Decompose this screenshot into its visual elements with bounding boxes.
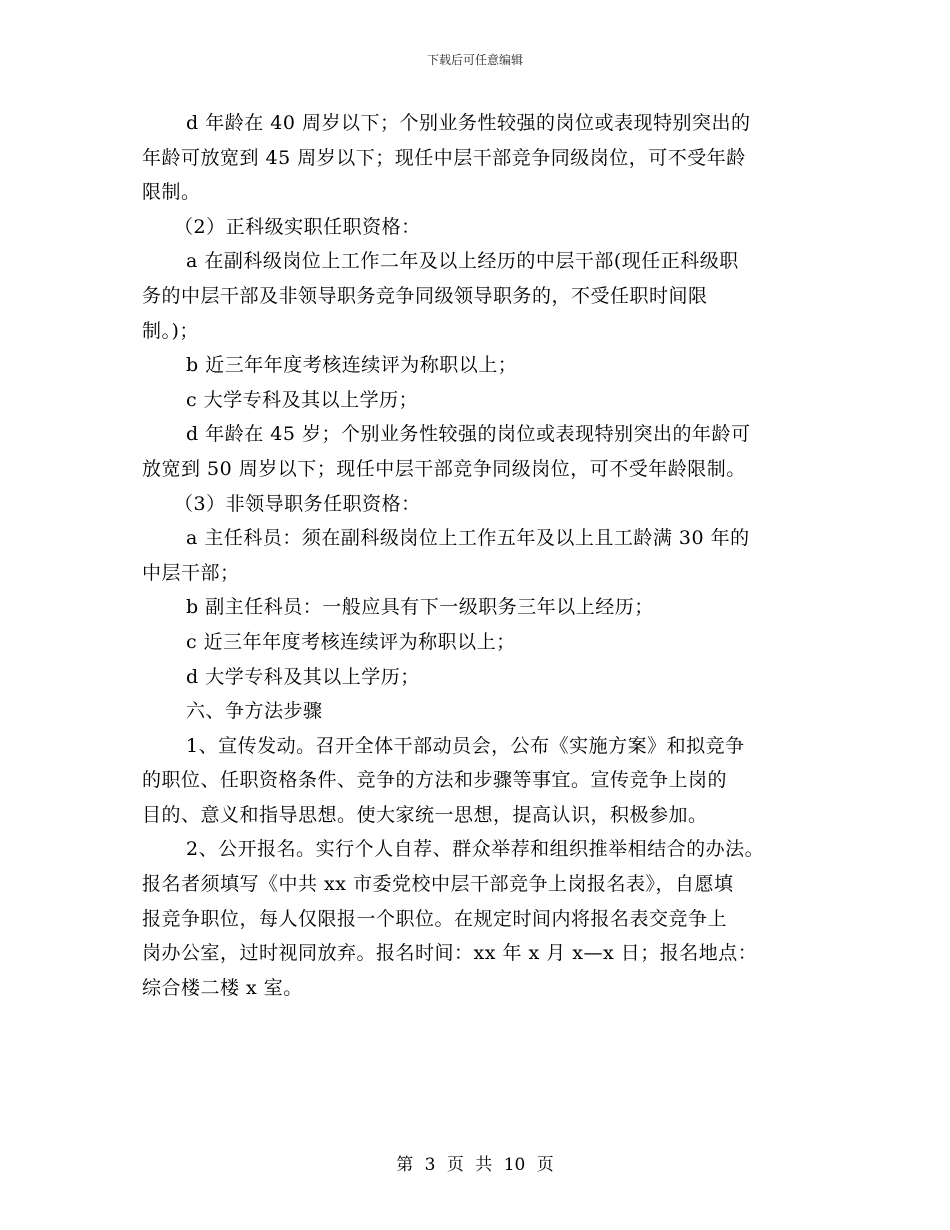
paragraph-line: 综合楼二楼 x 室。 — [142, 976, 303, 999]
paragraph-line: a 主任科员：须在副科级岗位上工作五年及以上且工龄满 30 年的 — [186, 527, 750, 550]
paragraph-line: b 近三年年度考核连续评为称职以上； — [186, 354, 518, 377]
paragraph-line: 限制。 — [142, 181, 201, 204]
paragraph-line: 制。)； — [142, 319, 199, 342]
paragraph-line: 岗办公室，过时视同放弃。报名时间：xx 年 x 月 x—x 日；报名地点： — [142, 942, 758, 965]
paragraph-line: 中层干部； — [142, 561, 240, 584]
page-number: 第 3 页 共 10 页 — [396, 1155, 554, 1175]
paragraph-line: 2、公开报名。实行个人自荐、群众举荐和组织推举相结合的办法。 — [186, 838, 765, 861]
paragraph-line: 的职位、任职资格条件、竞争的方法和步骤等事宜。宣传竞争上岗的 — [142, 769, 728, 792]
paragraph-line: c 大学专科及其以上学历； — [186, 388, 419, 411]
paragraph-line: d 大学专科及其以上学历； — [186, 665, 420, 688]
paragraph-line: d 年龄在 45 岁；个别业务性较强的岗位或表现特别突出的年龄可 — [186, 423, 751, 446]
paragraph-line: 放宽到 50 周岁以下；现任中层干部竞争同级岗位，可不受年龄限制。 — [142, 457, 746, 480]
paragraph-line: 报名者须填写《中共 xx 市委党校中层干部竞争上岗报名表》，自愿填 — [142, 873, 734, 896]
document-body — [142, 106, 832, 1005]
section-heading: （2）正科级实职任职资格： — [174, 215, 421, 238]
paragraph-line: b 副主任科员：一般应具有下一级职务三年以上经历； — [186, 596, 654, 619]
paragraph-line: c 近三年年度考核连续评为称职以上； — [186, 630, 516, 653]
paragraph-line: 报竞争职位，每人仅限报一个职位。在规定时间内将报名表交竞争上 — [142, 907, 728, 930]
paragraph-line: 1、宣传发动。召开全体干部动员会，公布《实施方案》和拟竞争 — [186, 734, 745, 757]
paragraph-line: a 在副科级岗位上工作二年及以上经历的中层干部(现任正科级职 — [186, 250, 739, 273]
paragraph-line: 务的中层干部及非领导职务竞争同级领导职务的，不受任职时间限 — [142, 284, 708, 307]
paragraph-line: 年龄可放宽到 45 周岁以下；现任中层干部竞争同级岗位，可不受年龄 — [142, 146, 746, 169]
paragraph-line: d 年龄在 40 周岁以下；个别业务性较强的岗位或表现特别突出的 — [186, 112, 751, 134]
section-heading: 六、争方法步骤 — [186, 700, 323, 723]
paragraph-line: 目的、意义和指导思想。使大家统一思想，提高认识，积极参加。 — [142, 803, 708, 826]
page-header: 下载后可任意编辑 — [426, 53, 523, 67]
section-heading: （3）非领导职务任职资格： — [174, 492, 421, 515]
